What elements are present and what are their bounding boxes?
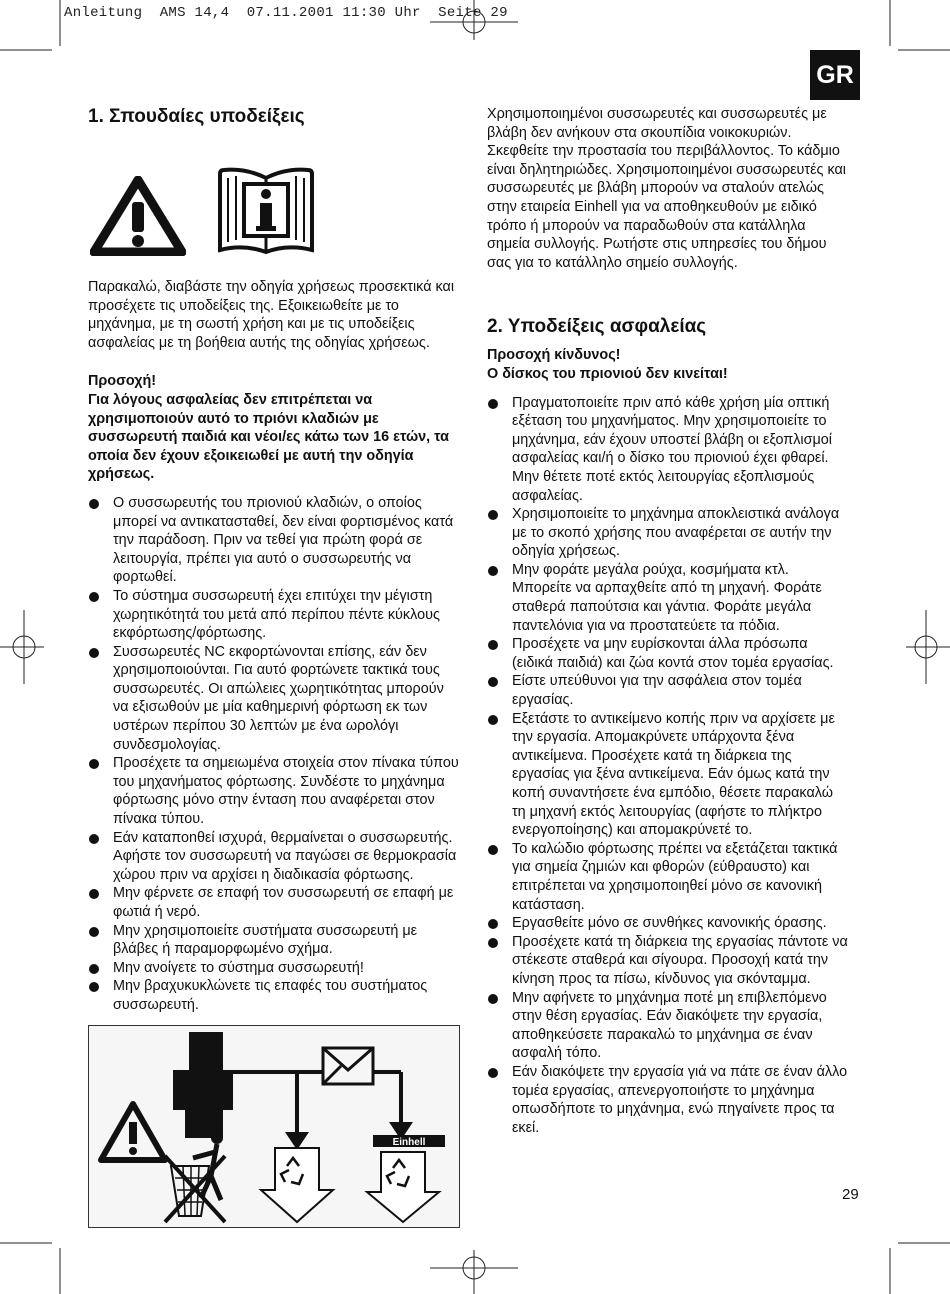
right-column: [487, 104, 849, 1137]
caution-block: [88, 372, 460, 484]
section1-title: 1. Σπουδαίες υποδείξεις: [88, 106, 305, 127]
battery-pack-icon: [173, 1032, 233, 1138]
list-item: Εάν καταποnθεί ισχυρά, θερμαίνεται ο συσσωρευτής. Αφήστε τον συσσωρευτή να παγώσει σε θερμοκρασία χώρου πριν να αρχίσει η διαδικασία φόρτωσης.: [88, 829, 460, 885]
list-item: Το σύστημα συσσωρευτή έχει επιτύχει την μέγιστη χωρητικότητά του μετά από περίπου πέντε κύκλους εκφόρτωσης/φόρτωσης.: [88, 587, 460, 643]
list-item: Εξετάστε το αντικείμενο κοπής πριν να αρχίσετε με την εργασία. Απομακρύνετε υπάρχοντα ξένα αντικείμενα. Προσέχετε κατά τη διάρκεια της εργασίας για ξένα αντικείμενα. Εάν όμως κατά την κοπή συναντήσετε ένα εμπόδιο, θέσετε παρακαλώ τη μηχανή εκτός λειτουργίας (αφήστε το πλήκτρο ενεργοποίησης) και απομακρύνετέ το.: [487, 710, 849, 840]
warning-triangle-icon: [90, 176, 186, 256]
intro-paragraph: Παρακαλώ, διαβάστε την οδηγία χρήσεως προσεκτικά και προσέχετε τις υποδείξεις της. Εξοικειωθείτε με το μηχάνημα, με τη σωστή χρήση και με τις υποδείξεις ασφαλείας με τη βοήθεια αυτής της οδηγίας χρήσεως.: [88, 279, 455, 351]
list-item: Μην φοράτε μεγάλα ρούχα, κοσμήματα κτλ. Μπορείτε να αρπαχθείτε από τη μηχανή. Φοράτε σταθερά παπούτσια και γάντια. Φοράτε μεγάλα παντελόνια για να προστατεύετε τα πόδια.: [487, 561, 849, 635]
svg-text:Einhell: Einhell: [392, 1136, 426, 1148]
danger-line: Ο δίσκος του πριονιού δεν κινείται!: [487, 365, 728, 382]
manual-info-icon: [216, 164, 316, 256]
list-item: Ο συσσωρευτής του πριονιού κλαδιών, ο οποίος μπορεί να αντικατασταθεί, δεν είναι φορτισμένος κατά την παράδοση. Πριν να τεθεί για πρώτη φορά σε λειτουργία, πρέπει για αυτό ο συσσωρευτής να φορτωθεί.: [88, 494, 460, 587]
list-item: Μην φέρνετε σε επαφή τον συσσωρευτή σε επαφή με φωτιά ή νερό.: [88, 884, 460, 921]
battery-notes-list: [88, 494, 460, 1015]
caution-text: Για λόγους ασφαλείας δεν επιτρέπεται να χρησιμοποιούν αυτό το πριόνι κλαδιών με συσσωρευτή παιδιά και νέοι/ες κάτω των 16 ετών, τα οποία δεν έχουν εξοικειωθεί με αυτή την οδηγία χρήσεως.: [88, 391, 450, 483]
section2-title: 2. Υποδείξεις ασφαλείας: [487, 316, 707, 338]
disposal-paragraph: Χρησιμοποιημένοι συσσωρευτές και συσσωρευτές με βλάβη δεν ανήκουν στα σκουπίδια νοικοκυριών. Σκεφθείτε την προστασία του περιβάλλοντος. Το κάδμιο είναι δηλητηριώδες. Χρησιμοποιημένοι συσσωρευτές και συσσωρευτές με βλάβη μπορούν να σταλούν ατελώς στην εταιρεία Einhell για να αποθηκευθούν με ειδικό τρόπο ή μπορούν να παραδωθούν στα κατάλληλα σημεία συλλογής. Ρωτήστε στις υπηρεσίες του δήμου σας για το κατάλληλο σημείο συλλογής.: [487, 106, 846, 271]
list-item: Χρησιμοποιείτε το μηχάνημα αποκλειστικά ανάλογα με το σκοπό χρήσης που αναφέρεται σε αυτήν την οδηγία χρήσεως.: [487, 505, 849, 561]
caution-title: Προσοχή!: [88, 373, 157, 390]
list-item: Προσέχετε τα σημειωμένα στοιχεία στον πίνακα τύπου του μηχανήματος φόρτωσης. Συνδέστε το μηχάνημα φόρτωσης μόνο στην ένταση που αναφέρεται στον πίνακα τύπου.: [88, 754, 460, 828]
language-badge: GR: [810, 50, 860, 100]
safety-notes-list: [487, 394, 849, 1138]
list-item: Προσέχετε να μην ευρίσκονται άλλα πρόσωπα (ειδικά παιδιά) και ζώα κοντά στον τομέα εργασίας.: [487, 635, 849, 672]
recycling-collection-icon: [367, 1152, 439, 1222]
list-item: Είστε υπεύθυνοι για την ασφάλεια στον τομέα εργασίας.: [487, 672, 849, 709]
left-column: [88, 104, 460, 1228]
danger-line: Προσοχή κίνδυνος!: [487, 347, 621, 364]
warning-icons: [90, 160, 460, 256]
list-item: Εργασθείτε μόνο σε συνθήκες κανονικής όρασης.: [487, 914, 849, 933]
list-item: Προσέχετε κατά τη διάρκεια της εργασίας πάντοτε να στέκεστε σταθερά και σίγουρα. Προσοχή κατά την κίνηση προς τα πίσω, κίνδυνος για σκόνταμμα.: [487, 933, 849, 989]
einhell-logo: [373, 1135, 445, 1148]
list-item: Το καλώδιο φόρτωσης πρέπει να εξετάζεται τακτικά για σημεία ζημιών και φθορών (εύθραυστο) και επιτρέπεται να χρησιμοποιηθεί μόνο σε κανονική κατάσταση.: [487, 840, 849, 914]
print-header: Anleitung AMS 14,4 07.11.2001 11:30 Uhr Seite 29: [64, 5, 508, 21]
warning-triangle-icon: [101, 1104, 165, 1160]
page-number: 29: [842, 1186, 859, 1203]
list-item: Μην χρησιμοποιείτε συστήματα συσσωρευτή με βλάβες ή παραμορφωμένο σχήμα.: [88, 922, 460, 959]
danger-block: [487, 346, 849, 383]
recycling-collection-icon: [261, 1148, 333, 1222]
envelope-icon: [323, 1048, 373, 1084]
list-item: Συσσωρευτές NC εκφορτώνονται επίσης, εάν δεν χρησιμοποιούνται. Για αυτό φορτώνετε τακτικά τους συσσωρευτές. Οι απώλειες χωρητικότητας μπορούν να εξισωθούν με μία καθημερινή φόρτωση εκ των υστέρων περίπου 30 λεπτών με ένα ωρολόγι συνδεσμολογίας.: [88, 643, 460, 755]
crossed-out-bin-icon: [165, 1132, 225, 1222]
list-item: Εάν διακόψετε την εργασία γιά να πάτε σε έναν άλλο τομέα εργασίας, απενεργοποιήστε το μηχάνημα οπωσδήποτε το μηχάνημα, ενώ πηγαίνετε προς τα εκεί.: [487, 1063, 849, 1137]
list-item: Μην ανοίγετε το σύστημα συσσωρευτή!: [88, 959, 460, 978]
list-item: Μην βραχυκυκλώνετε τις επαφές του συστήματος συσσωρευτή.: [88, 977, 460, 1014]
battery-disposal-illustration: [88, 1025, 460, 1228]
list-item: Πραγματοποιείτε πριν από κάθε χρήση μία οπτική εξέταση του μηχανήματος. Μην χρησιμοποιείτε το μηχάνημα, εάν έχουν υποστεί βλάβη οι εξοπλισμοί ασφαλείας και/ή ο δίσκο του πριονιού έχει φθαρεί. Μην θέτετε ποτέ εκτός λειτουργίας εξοπλισμούς ασφαλείας.: [487, 394, 849, 506]
list-item: Μην αφήνετε το μηχάνημα ποτέ μη επιβλεπόμενο στην θέση εργασίας. Εάν διακόψετε την εργασία, αποθηκεύσετε παρακαλώ το μηχάνημα σε έναν ασφαλή τόπο.: [487, 989, 849, 1063]
